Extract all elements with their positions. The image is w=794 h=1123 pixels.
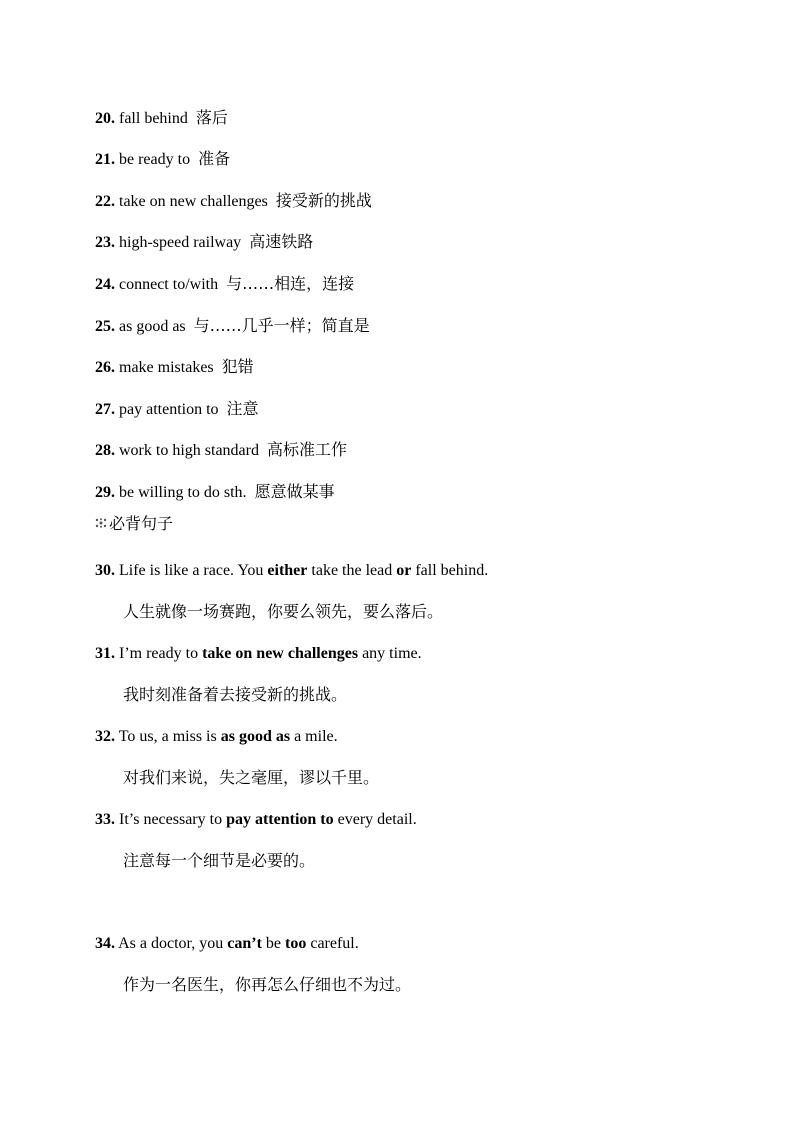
- phrase-chinese: 与……几乎一样；简直是: [193, 316, 370, 335]
- phrase-chinese: 与……相连，连接: [226, 274, 355, 293]
- phrase-chinese: 注意: [226, 399, 259, 418]
- sentence-text: To us, a miss is: [118, 728, 221, 745]
- item-number: 34.: [95, 935, 115, 952]
- item-number: 20.: [95, 110, 115, 127]
- phrase-english: connect to/with: [119, 276, 219, 293]
- phrase-item: [95, 149, 230, 170]
- sentence-keyword: either: [267, 562, 308, 579]
- sentence-translation: 对我们来说，失之毫厘，谬以千里。: [123, 768, 380, 787]
- phrase-item: [95, 482, 335, 503]
- section-heading: [95, 513, 173, 535]
- phrase-item: [95, 108, 228, 129]
- phrase-chinese: 接受新的挑战: [275, 191, 372, 210]
- sentence-text: any time.: [358, 645, 422, 662]
- phrase-item: [95, 191, 372, 212]
- sentence-item: [95, 644, 422, 664]
- phrase-english: high-speed railway: [119, 234, 242, 251]
- sentence-text: As a doctor, you: [118, 935, 228, 952]
- phrase-chinese: 高标准工作: [266, 440, 347, 459]
- phrase-item: [95, 232, 313, 253]
- sentence-keyword: can’t: [227, 935, 262, 952]
- phrase-english: take on new challenges: [119, 193, 268, 210]
- item-number: 21.: [95, 151, 115, 168]
- sentence-text: a mile.: [290, 728, 338, 745]
- phrase-item: [95, 399, 259, 420]
- sentence-text: take the lead: [307, 562, 397, 579]
- sentence-text: Life is like a race. You: [119, 562, 268, 579]
- item-number: 32.: [95, 728, 115, 745]
- phrase-english: be ready to: [119, 151, 191, 168]
- sentence-translation: 我时刻准备着去接受新的挑战。: [123, 685, 348, 704]
- item-number: 25.: [95, 318, 115, 335]
- phrase-english: as good as: [119, 318, 186, 335]
- sentence-item: [95, 934, 359, 954]
- item-number: 29.: [95, 484, 115, 501]
- phrase-item: [95, 357, 254, 378]
- sentence-translation: 注意每一个细节是必要的。: [123, 851, 316, 870]
- phrase-english: be willing to do sth.: [119, 484, 247, 501]
- item-number: 26.: [95, 359, 115, 376]
- phrase-chinese: 落后: [195, 108, 228, 127]
- phrase-item: [95, 274, 354, 295]
- item-number: 24.: [95, 276, 115, 293]
- phrase-english: work to high standard: [119, 442, 259, 459]
- sentence-translation: 人生就像一场赛跑，你要么领先，要么落后。: [123, 602, 444, 621]
- sentence-text: fall behind.: [411, 562, 489, 579]
- sentence-keyword: take on new challenges: [202, 645, 359, 662]
- item-number: 31.: [95, 645, 115, 662]
- sentence-text: be: [261, 935, 286, 952]
- sentence-keyword: too: [285, 935, 307, 952]
- phrase-chinese: 准备: [198, 149, 231, 168]
- sentence-item: [95, 561, 488, 581]
- phrase-item: [95, 316, 370, 337]
- sentence-item: [95, 727, 338, 747]
- phrase-english: make mistakes: [119, 359, 214, 376]
- sentence-keyword: as good as: [220, 728, 291, 745]
- sentence-text: I’m ready to: [119, 645, 203, 662]
- sentence-text: careful.: [306, 935, 359, 952]
- phrase-english: pay attention to: [119, 401, 219, 418]
- sentence-item: [95, 810, 417, 830]
- sentence-keyword: or: [396, 562, 412, 579]
- sentence-keyword: pay attention to: [226, 811, 334, 828]
- item-number: 23.: [95, 234, 115, 251]
- phrase-chinese: 愿意做某事: [254, 482, 335, 501]
- item-number: 33.: [95, 811, 115, 828]
- phrase-item: [95, 440, 347, 461]
- phrase-chinese: 高速铁路: [249, 232, 314, 251]
- sentence-translation: 作为一名医生，你再怎么仔细也不为过。: [123, 975, 412, 994]
- phrase-chinese: 犯错: [221, 357, 254, 376]
- sentence-text: It’s necessary to: [119, 811, 227, 828]
- phrase-english: fall behind: [119, 110, 188, 127]
- section-title-text: 必背句子: [109, 514, 174, 533]
- item-number: 30.: [95, 562, 115, 579]
- item-number: 22.: [95, 193, 115, 210]
- flower-bullet-icon: [95, 518, 107, 528]
- sentence-text: every detail.: [333, 811, 417, 828]
- item-number: 27.: [95, 401, 115, 418]
- item-number: 28.: [95, 442, 115, 459]
